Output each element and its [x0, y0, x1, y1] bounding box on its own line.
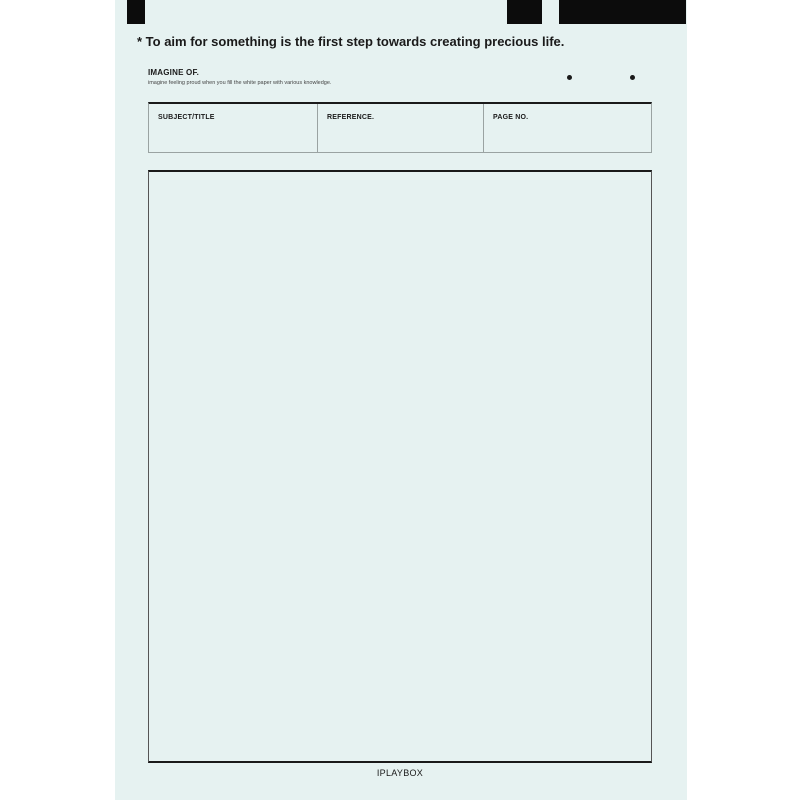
index-tab-mark: [507, 0, 542, 24]
reference-field[interactable]: [318, 104, 484, 152]
header-quote: * To aim for something is the first step towards creating precious life.: [137, 34, 565, 49]
page-number-label: PAGE NO.: [493, 114, 529, 121]
index-tab-mark: [559, 0, 686, 24]
subject-label: SUBJECT/TITLE: [158, 114, 215, 121]
dot-marker: [567, 75, 572, 80]
brand-logo: IPLAYBOX: [376, 768, 424, 778]
info-table: [148, 102, 652, 153]
index-tab-mark: [127, 0, 145, 24]
imagine-title: IMAGINE OF.: [148, 68, 200, 77]
dot-marker: [630, 75, 635, 80]
reference-label: REFERENCE.: [327, 114, 375, 121]
page-number-field[interactable]: [484, 104, 651, 152]
subject-field[interactable]: [149, 104, 318, 152]
imagine-subtitle: imagine feeling proud when you fill the white paper with various knowledge.: [148, 80, 332, 86]
notes-area[interactable]: [148, 170, 652, 763]
